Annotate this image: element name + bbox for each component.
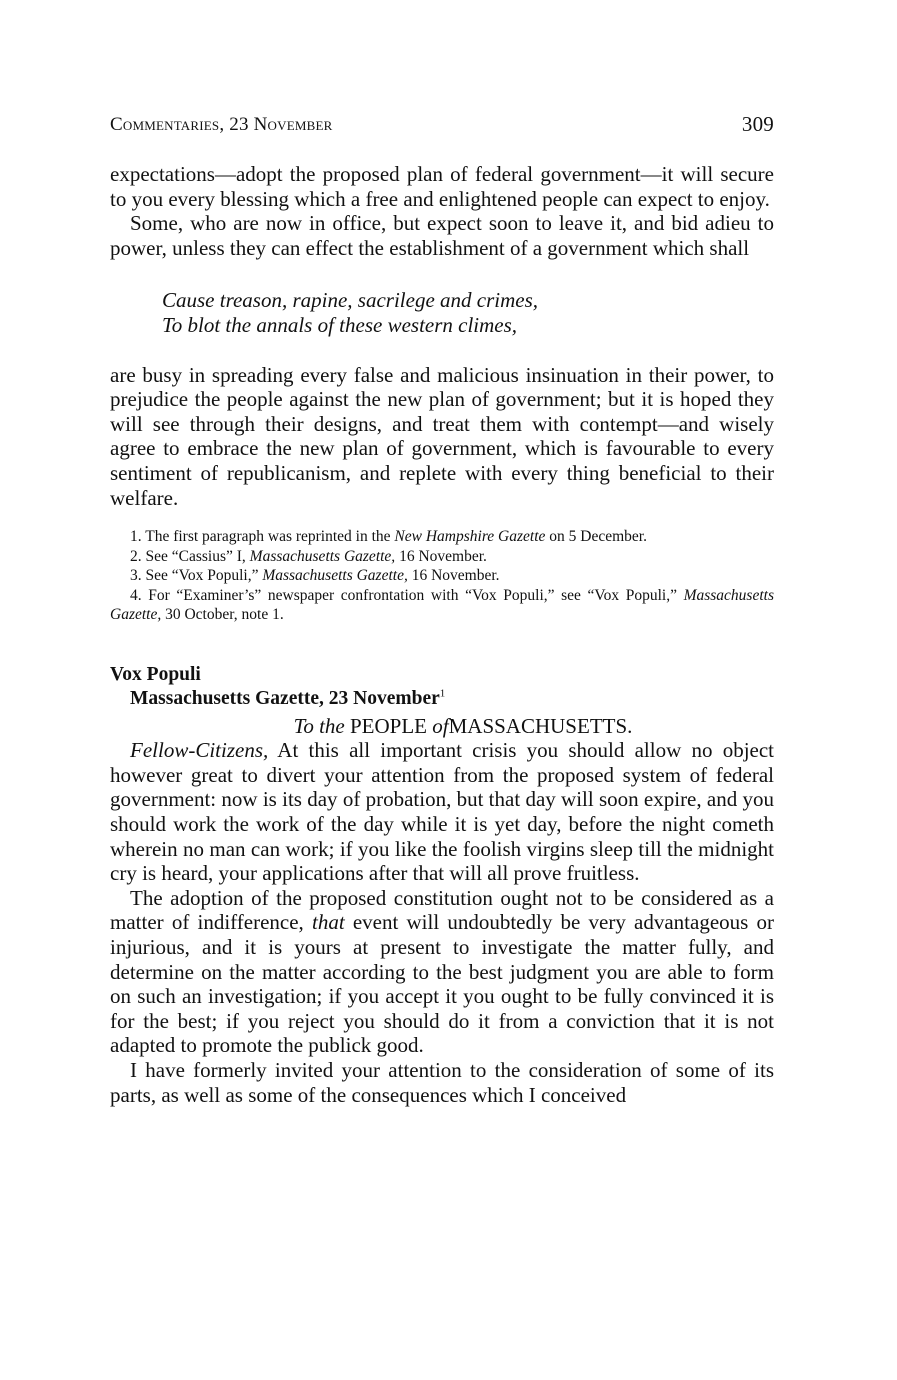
paragraph-busy-spreading: are busy in spreading every false and malicious insinuation in their power, to prejudice the people against the new plan of government; but it is hoped they will see through their designs, and treat them with contempt—and wisely agree to embrace the new plan of government, which is favourable to every sentiment of republicanism, and replete with every thing beneficial to their welfare. — [110, 362, 774, 510]
salutation: To the PEOPLE ofMASSACHUSETTS. — [293, 713, 633, 738]
paragraph-adoption: The adoption of the proposed constitution ought not to be considered as a matter of indifference, that event will undoubtedly be very advantageous or injurious, and it is yours at present to investigate the matter fully, and determine on the matter according to the best judgment you are able to form on such an investigation; if you accept it you ought to be fully convinced it is for the best; if you reject you should do it from a conviction that it is not adapted to promote the publick good. — [110, 885, 774, 1058]
book-page — [110, 0, 774, 1380]
continued-paragraph: expectations—adopt the proposed plan of federal government—it will secure to you every blessing which a free and enlightened people can expect to enjoy. — [110, 162, 774, 211]
verse-quotation — [162, 288, 774, 337]
paragraph-some-in-office: Some, who are now in office, but expect soon to leave it, and bid adieu to power, unless they can effect the establishment of a government which shall — [110, 211, 774, 260]
footnote-marker: 1 — [439, 687, 446, 700]
paragraph-formerly-invited: I have formerly invited your attention to the consideration of some of its parts, as well as some of the consequences which I conceived — [110, 1057, 774, 1107]
page-body — [110, 162, 774, 1107]
footnote-3: 3. See “Vox Populi,” Massachusetts Gazette, 16 November. — [130, 567, 500, 585]
article-title: Vox Populi — [110, 663, 201, 685]
running-head — [110, 114, 774, 136]
verse-line: To blot the annals of these western climes, — [162, 312, 518, 337]
page-number: 309 — [741, 112, 774, 136]
verse-line: Cause treason, rapine, sacrilege and crimes, — [162, 288, 539, 313]
footnote-2: 2. See “Cassius” I, Massachusetts Gazette, 16 November. — [130, 547, 487, 565]
article-heading — [110, 663, 774, 711]
paragraph-fellow-citizens: Fellow-Citizens, At this all important crisis you should allow no object however great to divert your attention from the proposed system of federal government: now is its day of probation, but that day will soon expire, and you should work the work of the day while it is yet day, before the night cometh wherein no man can work; if you like the foolish virgins sleep till the midnight cry is heard, your applications after that will all prove fruitless. — [110, 738, 774, 886]
footnote-4: 4. For “Examiner’s” newspaper confrontation with “Vox Populi,” see “Vox Populi,” Massachusetts Gazette, 30 October, note 1. — [110, 586, 774, 624]
footnotes — [110, 527, 774, 625]
footnote-1: 1. The first paragraph was reprinted in the New Hampshire Gazette on 5 December. — [130, 528, 647, 546]
article-source: Massachusetts Gazette, 23 November$^1$ — [130, 687, 446, 709]
running-head-title: Commentaries, 23 November — [110, 114, 333, 135]
